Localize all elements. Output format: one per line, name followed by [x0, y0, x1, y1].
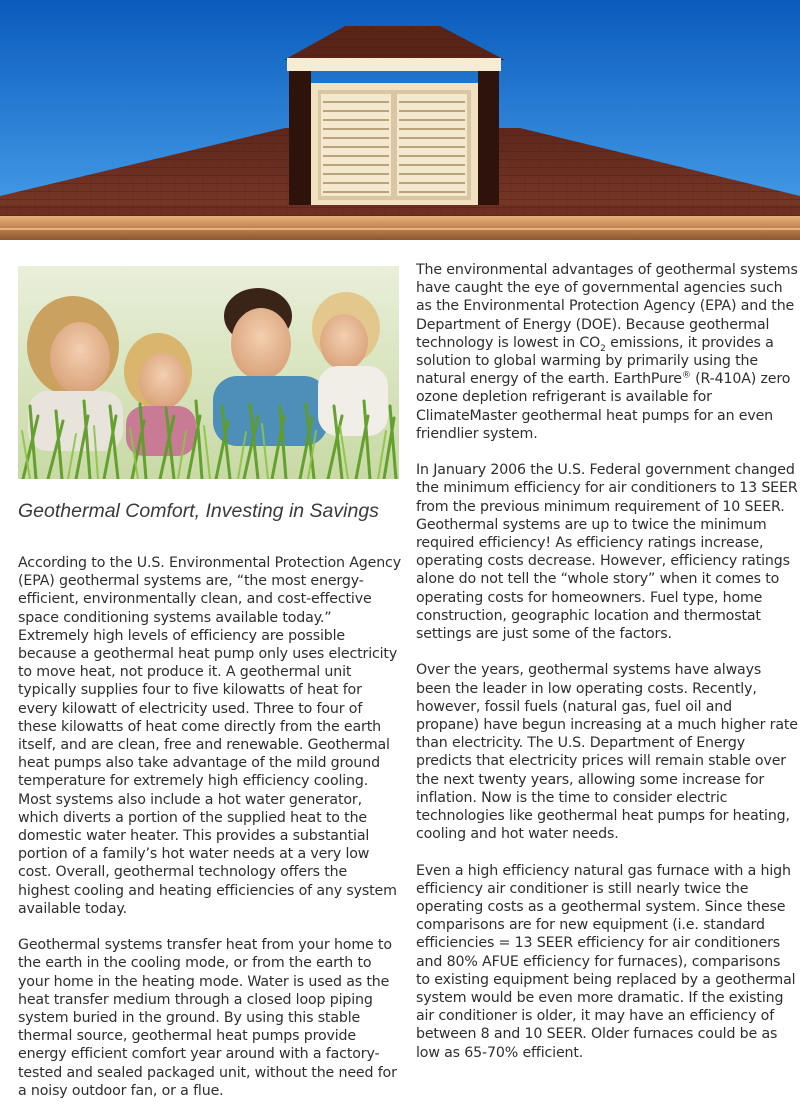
section-heading: Geothermal Comfort, Investing in Savings [18, 500, 379, 522]
registered-mark: ® [681, 370, 691, 381]
env-text-part-2: emissions, it provides a solution to global warming by primarily using the natural energy of the earth. EarthPure [416, 334, 774, 388]
paragraph-operating-costs: Over the years, geothermal systems have always been the leader in low operating costs. Recently, however, fossil fuels (natural gas, fuel oil and propane) have begun increasing at a much higher rate than electricity. The U.S. Department of Energy predicts that electricity prices will remain stable over the next twenty years, allowing some increase for inflation. Now is the time to consider electric technologies like geothermal heat pumps for heating, cooling and hot water needs. [416, 662, 798, 843]
paragraph-seer-requirements: In January 2006 the U.S. Federal government changed the minimum efficiency for air conditioners to 13 SEER from the previous minimum requirement of 10 SEER. Geothermal systems are up to twice the minimum required efficiency! As efficiency ratings increase, operating costs decrease. However, efficiency ratings alone do not tell the “whole story” when it comes to operating costs for homeowners. Fuel type, home construction, geographic location and thermostat settings are just some of the factors. [416, 462, 798, 643]
paragraph-furnace-comparison: Even a high efficiency natural gas furnace with a high efficiency air conditioner is still nearly twice the operating costs as a geothermal system. Since these comparisons are for new equipment (i.e. standard efficiencies = 13 SEER efficiency for air conditioners and 80% AFUE efficiency for furnaces), comparisons to existing equipment being replaced by a geothermal system would be even more dramatic. If the existing air conditioner is older, it may have an efficiency of between 8 and 10 SEER. Older furnaces could be as low as 65-70% efficient. [416, 862, 796, 1061]
family-in-grass-photo [18, 266, 399, 479]
paragraph-environmental-advantages [416, 261, 798, 443]
paragraph-heat-transfer: Geothermal systems transfer heat from your home to the earth in the cooling mode, or from the earth to your home in the heating mode. Water is used as the heat transfer medium through a closed loop piping system buried in the ground. By using this stable thermal source, geothermal heat pumps provide energy efficient comfort year around with a factory-tested and sealed packaged unit, without the need for a noisy outdoor fan, or a flue. [18, 937, 397, 1099]
co2-subscript: 2 [600, 343, 606, 354]
env-text-part-3: (R-410A) zero ozone depletion refrigerant is available for ClimateMaster geothermal heat pumps for an even friendlier system. [416, 371, 791, 442]
left-text-column [18, 554, 402, 1118]
roof-dormer-photo [0, 0, 800, 252]
paragraph-epa-efficiency: According to the U.S. Environmental Protection Agency (EPA) geothermal systems are, “the most energy-efficient, environmentally clean, and cost-effective space conditioning systems available today.” Extremely high levels of efficiency are possible because a geothermal heat pump only uses electricity to move heat, not produce it. A geothermal unit typically supplies four to five kilowatts of heat for every kilowatt of electricity used. Three to four of these kilowatts of heat come directly from the earth itself, and are clean, free and renewable. Geothermal heat pumps also take advantage of the mild ground temperature for extremely high efficiency cooling. Most systems also include a hot water generator, which diverts a portion of the supplied heat to the domestic water heater. This provides a substantial portion of a family’s hot water needs at a very low cost. Overall, geothermal technology offers the highest cooling and heating efficiencies of any system available today. [18, 555, 401, 917]
right-text-column [416, 261, 798, 1080]
env-text-part-1: The environmental advantages of geothermal systems have caught the eye of governmental agencies such as the Environmental Protection Agency (EPA) and the Department of Energy (DOE). Because geothermal technology is lowest in CO [416, 262, 798, 351]
